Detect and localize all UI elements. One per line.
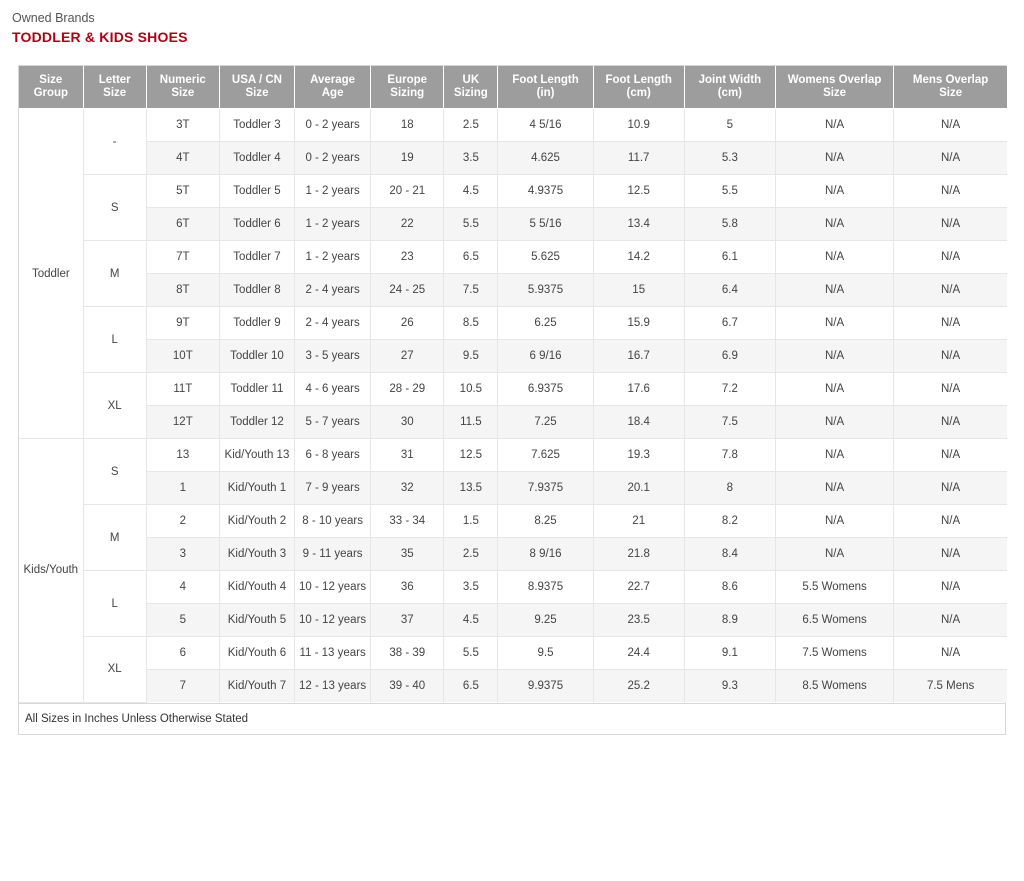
cell-uk: 3.5 [444, 571, 498, 604]
cell-usa: Kid/Youth 7 [219, 670, 294, 703]
cell-mens-overlap: N/A [894, 571, 1007, 604]
cell-uk: 4.5 [444, 175, 498, 208]
cell-joint-width: 7.2 [684, 373, 775, 406]
cell-europe: 27 [371, 340, 444, 373]
cell-foot-length-cm: 10.9 [593, 109, 684, 142]
table-row [19, 637, 1007, 670]
cell-usa: Toddler 3 [219, 109, 294, 142]
cell-womens-overlap: 8.5 Womens [775, 670, 893, 703]
table-header-row [19, 66, 1007, 109]
cell-foot-length-cm: 21.8 [593, 538, 684, 571]
group-cell-kids-youth: Kids/Youth [19, 439, 83, 703]
cell-usa: Toddler 11 [219, 373, 294, 406]
cell-age: 0 - 2 years [295, 142, 371, 175]
cell-womens-overlap: N/A [775, 109, 893, 142]
cell-europe: 38 - 39 [371, 637, 444, 670]
cell-uk: 12.5 [444, 439, 498, 472]
cell-age: 1 - 2 years [295, 175, 371, 208]
size-chart-table-wrap [18, 65, 1006, 704]
cell-foot-length-cm: 11.7 [593, 142, 684, 175]
cell-age: 1 - 2 years [295, 241, 371, 274]
cell-womens-overlap: N/A [775, 175, 893, 208]
cell-foot-length-in: 7.625 [498, 439, 593, 472]
cell-age: 6 - 8 years [295, 439, 371, 472]
cell-age: 10 - 12 years [295, 571, 371, 604]
cell-numeric: 6T [146, 208, 219, 241]
cell-age: 2 - 4 years [295, 274, 371, 307]
cell-mens-overlap: N/A [894, 307, 1007, 340]
column-header-numeric-size: Numeric Size [146, 66, 219, 109]
cell-joint-width: 8 [684, 472, 775, 505]
cell-europe: 18 [371, 109, 444, 142]
cell-foot-length-in: 5.625 [498, 241, 593, 274]
cell-europe: 39 - 40 [371, 670, 444, 703]
cell-foot-length-in: 5 5/16 [498, 208, 593, 241]
table-row [19, 208, 1007, 241]
letter-cell: XL [83, 373, 146, 439]
cell-womens-overlap: 5.5 Womens [775, 571, 893, 604]
cell-usa: Kid/Youth 5 [219, 604, 294, 637]
letter-cell: XL [83, 637, 146, 703]
cell-usa: Toddler 10 [219, 340, 294, 373]
cell-foot-length-cm: 25.2 [593, 670, 684, 703]
column-header-foot-length-in: Foot Length (in) [498, 66, 593, 109]
table-row [19, 274, 1007, 307]
column-header-size-group: Size Group [19, 66, 83, 109]
cell-foot-length-cm: 20.1 [593, 472, 684, 505]
cell-numeric: 7 [146, 670, 219, 703]
page-header [0, 0, 1024, 46]
cell-age: 10 - 12 years [295, 604, 371, 637]
table-row [19, 373, 1007, 406]
cell-joint-width: 6.7 [684, 307, 775, 340]
cell-joint-width: 5.3 [684, 142, 775, 175]
cell-mens-overlap: N/A [894, 241, 1007, 274]
cell-europe: 22 [371, 208, 444, 241]
cell-numeric: 5 [146, 604, 219, 637]
cell-foot-length-in: 4.625 [498, 142, 593, 175]
cell-foot-length-in: 7.25 [498, 406, 593, 439]
cell-foot-length-in: 6.25 [498, 307, 593, 340]
cell-usa: Kid/Youth 1 [219, 472, 294, 505]
table-row [19, 472, 1007, 505]
letter-cell: S [83, 439, 146, 505]
cell-europe: 20 - 21 [371, 175, 444, 208]
cell-usa: Toddler 12 [219, 406, 294, 439]
group-cell-toddler: Toddler [19, 109, 83, 439]
letter-cell: M [83, 505, 146, 571]
cell-foot-length-cm: 13.4 [593, 208, 684, 241]
table-row [19, 439, 1007, 472]
cell-mens-overlap: N/A [894, 274, 1007, 307]
table-row [19, 175, 1007, 208]
cell-womens-overlap: 7.5 Womens [775, 637, 893, 670]
column-header-foot-length-cm: Foot Length (cm) [593, 66, 684, 109]
cell-mens-overlap: N/A [894, 406, 1007, 439]
cell-europe: 32 [371, 472, 444, 505]
cell-foot-length-cm: 16.7 [593, 340, 684, 373]
cell-joint-width: 7.8 [684, 439, 775, 472]
table-row [19, 604, 1007, 637]
cell-europe: 28 - 29 [371, 373, 444, 406]
column-header-letter-size: Letter Size [83, 66, 146, 109]
cell-numeric: 5T [146, 175, 219, 208]
cell-foot-length-cm: 15.9 [593, 307, 684, 340]
cell-foot-length-cm: 17.6 [593, 373, 684, 406]
cell-foot-length-in: 4.9375 [498, 175, 593, 208]
cell-uk: 8.5 [444, 307, 498, 340]
cell-womens-overlap: N/A [775, 505, 893, 538]
table-header [19, 66, 1007, 109]
cell-europe: 30 [371, 406, 444, 439]
cell-europe: 24 - 25 [371, 274, 444, 307]
cell-mens-overlap: N/A [894, 175, 1007, 208]
cell-uk: 6.5 [444, 670, 498, 703]
cell-usa: Toddler 6 [219, 208, 294, 241]
cell-numeric: 8T [146, 274, 219, 307]
cell-age: 8 - 10 years [295, 505, 371, 538]
cell-foot-length-in: 7.9375 [498, 472, 593, 505]
cell-usa: Kid/Youth 2 [219, 505, 294, 538]
cell-uk: 10.5 [444, 373, 498, 406]
table-row [19, 109, 1007, 142]
cell-foot-length-in: 6.9375 [498, 373, 593, 406]
cell-uk: 7.5 [444, 274, 498, 307]
cell-joint-width: 5.8 [684, 208, 775, 241]
cell-numeric: 3 [146, 538, 219, 571]
cell-numeric: 1 [146, 472, 219, 505]
cell-numeric: 4 [146, 571, 219, 604]
cell-europe: 31 [371, 439, 444, 472]
cell-foot-length-in: 5.9375 [498, 274, 593, 307]
cell-womens-overlap: N/A [775, 142, 893, 175]
cell-usa: Kid/Youth 3 [219, 538, 294, 571]
cell-uk: 3.5 [444, 142, 498, 175]
cell-numeric: 2 [146, 505, 219, 538]
cell-age: 3 - 5 years [295, 340, 371, 373]
table-row [19, 670, 1007, 703]
cell-mens-overlap: N/A [894, 373, 1007, 406]
cell-europe: 33 - 34 [371, 505, 444, 538]
cell-numeric: 10T [146, 340, 219, 373]
cell-uk: 11.5 [444, 406, 498, 439]
cell-joint-width: 8.9 [684, 604, 775, 637]
cell-foot-length-in: 9.9375 [498, 670, 593, 703]
table-row [19, 241, 1007, 274]
cell-foot-length-cm: 14.2 [593, 241, 684, 274]
cell-uk: 9.5 [444, 340, 498, 373]
cell-uk: 13.5 [444, 472, 498, 505]
cell-age: 5 - 7 years [295, 406, 371, 439]
cell-age: 7 - 9 years [295, 472, 371, 505]
letter-cell: L [83, 307, 146, 373]
cell-europe: 37 [371, 604, 444, 637]
footer-note: All Sizes in Inches Unless Otherwise Stated [18, 704, 1006, 735]
letter-cell: - [83, 109, 146, 175]
cell-usa: Toddler 9 [219, 307, 294, 340]
cell-joint-width: 8.6 [684, 571, 775, 604]
cell-usa: Kid/Youth 4 [219, 571, 294, 604]
cell-mens-overlap: N/A [894, 604, 1007, 637]
cell-womens-overlap: N/A [775, 208, 893, 241]
cell-numeric: 13 [146, 439, 219, 472]
cell-joint-width: 6.9 [684, 340, 775, 373]
cell-usa: Kid/Youth 6 [219, 637, 294, 670]
cell-womens-overlap: N/A [775, 307, 893, 340]
cell-joint-width: 5 [684, 109, 775, 142]
table-row [19, 505, 1007, 538]
column-header-uk-sizing: UK Sizing [444, 66, 498, 109]
cell-foot-length-in: 8 9/16 [498, 538, 593, 571]
table-row [19, 571, 1007, 604]
cell-foot-length-cm: 24.4 [593, 637, 684, 670]
table-row [19, 406, 1007, 439]
cell-joint-width: 7.5 [684, 406, 775, 439]
cell-numeric: 7T [146, 241, 219, 274]
cell-usa: Toddler 4 [219, 142, 294, 175]
cell-europe: 35 [371, 538, 444, 571]
cell-joint-width: 6.1 [684, 241, 775, 274]
cell-mens-overlap: N/A [894, 505, 1007, 538]
cell-usa: Toddler 8 [219, 274, 294, 307]
cell-mens-overlap: N/A [894, 109, 1007, 142]
cell-mens-overlap: 7.5 Mens [894, 670, 1007, 703]
cell-europe: 26 [371, 307, 444, 340]
cell-joint-width: 6.4 [684, 274, 775, 307]
cell-europe: 19 [371, 142, 444, 175]
cell-womens-overlap: N/A [775, 274, 893, 307]
cell-womens-overlap: N/A [775, 241, 893, 274]
column-header-mens-overlap: Mens Overlap Size [894, 66, 1007, 109]
cell-uk: 1.5 [444, 505, 498, 538]
cell-womens-overlap: N/A [775, 472, 893, 505]
cell-foot-length-cm: 23.5 [593, 604, 684, 637]
table-row [19, 340, 1007, 373]
cell-womens-overlap: N/A [775, 538, 893, 571]
cell-mens-overlap: N/A [894, 472, 1007, 505]
cell-uk: 4.5 [444, 604, 498, 637]
cell-joint-width: 8.4 [684, 538, 775, 571]
cell-uk: 2.5 [444, 538, 498, 571]
cell-numeric: 3T [146, 109, 219, 142]
cell-joint-width: 9.3 [684, 670, 775, 703]
cell-numeric: 12T [146, 406, 219, 439]
cell-foot-length-cm: 18.4 [593, 406, 684, 439]
cell-joint-width: 8.2 [684, 505, 775, 538]
page-title: TODDLER & KIDS SHOES [12, 29, 188, 45]
cell-joint-width: 5.5 [684, 175, 775, 208]
cell-womens-overlap: N/A [775, 406, 893, 439]
column-header-europe-sizing: Europe Sizing [371, 66, 444, 109]
cell-usa: Toddler 5 [219, 175, 294, 208]
table-body [19, 109, 1007, 703]
cell-age: 12 - 13 years [295, 670, 371, 703]
cell-age: 11 - 13 years [295, 637, 371, 670]
cell-foot-length-cm: 21 [593, 505, 684, 538]
cell-usa: Kid/Youth 13 [219, 439, 294, 472]
cell-foot-length-in: 8.9375 [498, 571, 593, 604]
cell-foot-length-in: 4 5/16 [498, 109, 593, 142]
cell-foot-length-cm: 19.3 [593, 439, 684, 472]
cell-foot-length-cm: 22.7 [593, 571, 684, 604]
table-row [19, 142, 1007, 175]
cell-age: 4 - 6 years [295, 373, 371, 406]
cell-usa: Toddler 7 [219, 241, 294, 274]
size-chart-table [19, 66, 1007, 703]
cell-joint-width: 9.1 [684, 637, 775, 670]
column-header-joint-width-cm: Joint Width (cm) [684, 66, 775, 109]
cell-age: 0 - 2 years [295, 109, 371, 142]
letter-cell: M [83, 241, 146, 307]
cell-numeric: 9T [146, 307, 219, 340]
cell-womens-overlap: N/A [775, 439, 893, 472]
cell-womens-overlap: 6.5 Womens [775, 604, 893, 637]
cell-foot-length-in: 9.25 [498, 604, 593, 637]
column-header-usa-cn-size: USA / CN Size [219, 66, 294, 109]
cell-uk: 5.5 [444, 637, 498, 670]
cell-foot-length-in: 8.25 [498, 505, 593, 538]
cell-numeric: 6 [146, 637, 219, 670]
cell-uk: 5.5 [444, 208, 498, 241]
table-row [19, 538, 1007, 571]
cell-foot-length-cm: 12.5 [593, 175, 684, 208]
cell-mens-overlap: N/A [894, 637, 1007, 670]
cell-mens-overlap: N/A [894, 208, 1007, 241]
cell-numeric: 11T [146, 373, 219, 406]
cell-age: 9 - 11 years [295, 538, 371, 571]
cell-age: 1 - 2 years [295, 208, 371, 241]
cell-age: 2 - 4 years [295, 307, 371, 340]
cell-uk: 6.5 [444, 241, 498, 274]
column-header-average-age: Average Age [295, 66, 371, 109]
cell-europe: 36 [371, 571, 444, 604]
letter-cell: S [83, 175, 146, 241]
table-row [19, 307, 1007, 340]
cell-womens-overlap: N/A [775, 373, 893, 406]
header-kicker: Owned Brands [12, 11, 95, 25]
cell-foot-length-in: 9.5 [498, 637, 593, 670]
cell-womens-overlap: N/A [775, 340, 893, 373]
cell-foot-length-in: 6 9/16 [498, 340, 593, 373]
column-header-womens-overlap: Womens Overlap Size [775, 66, 893, 109]
cell-uk: 2.5 [444, 109, 498, 142]
cell-foot-length-cm: 15 [593, 274, 684, 307]
cell-mens-overlap: N/A [894, 142, 1007, 175]
cell-numeric: 4T [146, 142, 219, 175]
cell-mens-overlap: N/A [894, 439, 1007, 472]
cell-europe: 23 [371, 241, 444, 274]
cell-mens-overlap: N/A [894, 538, 1007, 571]
letter-cell: L [83, 571, 146, 637]
cell-mens-overlap: N/A [894, 340, 1007, 373]
